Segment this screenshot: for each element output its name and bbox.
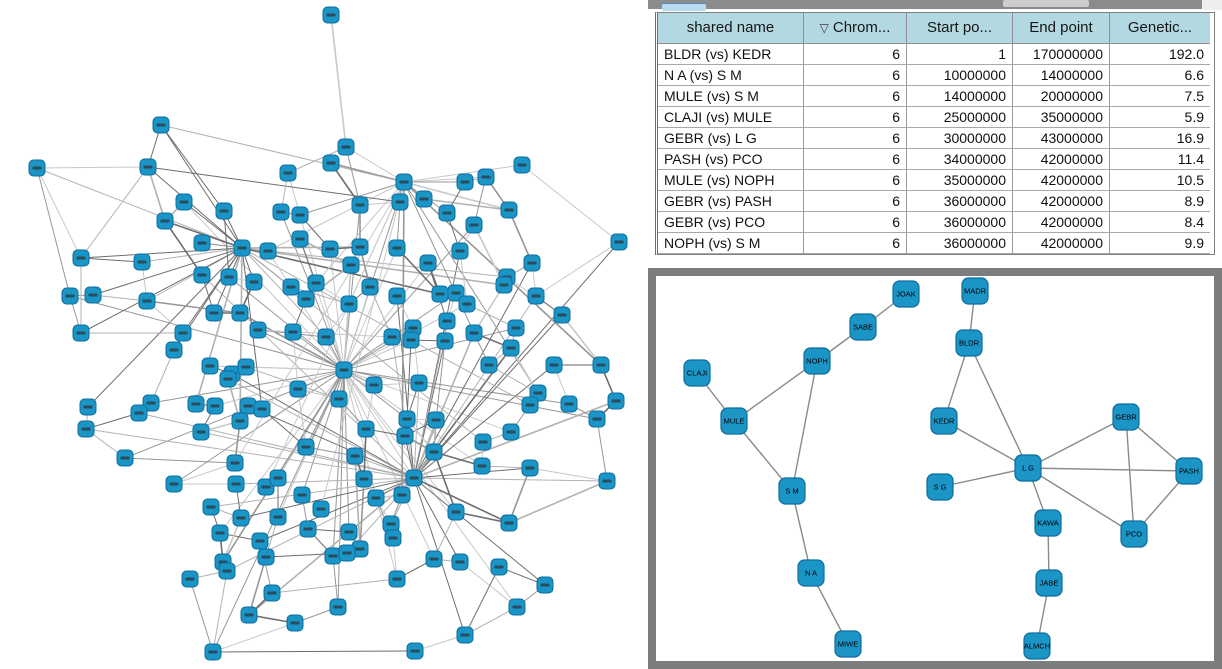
table-cell: 14000000: [1013, 65, 1110, 86]
node-label-smudge: [258, 408, 267, 411]
network-edge: [414, 478, 545, 585]
node-label-smudge: [84, 406, 93, 409]
table-cell: GEBR (vs) PASH: [658, 191, 804, 212]
table-cell: 6: [804, 170, 907, 191]
network-edge: [424, 199, 509, 210]
table-cell: 5.9: [1110, 107, 1210, 128]
node-label-smudge: [456, 250, 465, 253]
network-edge: [344, 340, 411, 370]
column-header-shared-name[interactable]: shared name: [658, 13, 804, 44]
table-cell: 35000000: [907, 170, 1013, 191]
node-label-smudge: [443, 320, 452, 323]
node-label-smudge: [370, 384, 379, 387]
network-edge: [414, 468, 530, 478]
network-edge: [792, 361, 817, 491]
network-edge: [240, 248, 242, 421]
table-row[interactable]: [658, 86, 1214, 107]
node-label-smudge: [274, 477, 283, 480]
node-label-smudge: [342, 146, 351, 149]
network-edge: [37, 167, 148, 168]
node-label: S G: [933, 482, 947, 492]
node-label-smudge: [528, 262, 537, 265]
node-label-smudge: [192, 403, 201, 406]
node-label-smudge: [470, 224, 479, 227]
node-label: MULE: [723, 416, 745, 426]
network-edge: [346, 147, 404, 182]
detail-network-background: [656, 276, 1214, 661]
network-edge: [969, 343, 1028, 468]
node-label-smudge: [223, 570, 232, 573]
node-label-smudge: [262, 486, 271, 489]
node-label-smudge: [206, 365, 215, 368]
node-label-smudge: [356, 246, 365, 249]
node-label-smudge: [362, 428, 371, 431]
table-cell: PASH (vs) PCO: [658, 149, 804, 170]
node-label-smudge: [232, 483, 241, 486]
table-cell: 6: [804, 149, 907, 170]
node-label-smudge: [518, 164, 527, 167]
node-label-smudge: [603, 480, 612, 483]
table-row[interactable]: [658, 107, 1214, 128]
network-edge: [246, 367, 344, 370]
node-label: ALMCH: [1023, 641, 1051, 651]
node-label-smudge: [411, 650, 420, 653]
node-label-smudge: [284, 172, 293, 175]
table-row[interactable]: [658, 44, 1214, 65]
node-label-smudge: [224, 378, 233, 381]
network-edge: [597, 419, 607, 481]
node-label: N A: [804, 568, 818, 578]
table-cell: CLAJI (vs) MULE: [658, 107, 804, 128]
node-label-smudge: [236, 312, 245, 315]
network-edge: [248, 406, 414, 478]
node-label-smudge: [463, 303, 472, 306]
table-body: [658, 44, 1214, 254]
network-edge: [465, 567, 499, 635]
table-cell: NOPH (vs) S M: [658, 233, 804, 254]
table-cell: 42000000: [1013, 212, 1110, 233]
node-label-smudge: [432, 419, 441, 422]
node-label-smudge: [415, 382, 424, 385]
node-label-smudge: [322, 336, 331, 339]
table-row[interactable]: [658, 233, 1214, 254]
node-label-smudge: [144, 166, 153, 169]
detail-network-canvas[interactable]: [656, 276, 1214, 661]
node-label-smudge: [209, 651, 218, 654]
table-header-row: [658, 13, 1214, 44]
node-label-smudge: [485, 364, 494, 367]
node-label-smudge: [211, 405, 220, 408]
table-cell: 8.9: [1110, 191, 1210, 212]
node-label-smudge: [298, 494, 307, 497]
node-label-smudge: [456, 561, 465, 564]
node-label-smudge: [526, 404, 535, 407]
node-label-smudge: [360, 478, 369, 481]
node-label-smudge: [268, 592, 277, 595]
table-cell: 14000000: [907, 86, 1013, 107]
network-edge: [161, 125, 242, 248]
node-label-smudge: [615, 241, 624, 244]
node-label-smudge: [507, 347, 516, 350]
network-edge: [81, 258, 142, 262]
table-cell: 36000000: [907, 212, 1013, 233]
node-label: PASH: [1179, 466, 1199, 476]
node-label: MADR: [963, 286, 987, 296]
node-label-smudge: [170, 349, 179, 352]
table-cell: 6: [804, 65, 907, 86]
node-label-smudge: [238, 247, 247, 250]
node-label-smudge: [180, 201, 189, 204]
table-cell: 36000000: [907, 233, 1013, 254]
node-label-smudge: [210, 312, 219, 315]
node-label-smudge: [317, 508, 326, 511]
node-label-smudge: [347, 264, 356, 267]
node-label-smudge: [302, 446, 311, 449]
node-label-smudge: [512, 327, 521, 330]
node-label: BLDR: [958, 338, 980, 348]
node-label-smudge: [505, 522, 514, 525]
node-label-smudge: [558, 314, 567, 317]
node-label-smudge: [274, 516, 283, 519]
node-label-smudge: [420, 198, 429, 201]
table-cell: MULE (vs) NOPH: [658, 170, 804, 191]
node-label-smudge: [326, 248, 335, 251]
table-cell: 34000000: [907, 149, 1013, 170]
node-label-smudge: [138, 261, 147, 264]
node-label-smudge: [461, 181, 470, 184]
node-label-smudge: [345, 531, 354, 534]
node-label-smudge: [393, 295, 402, 298]
node-label-smudge: [287, 286, 296, 289]
node-label-smudge: [302, 298, 311, 301]
table-cell: 11.4: [1110, 149, 1210, 170]
node-label-smudge: [161, 220, 170, 223]
node-label-smudge: [541, 584, 550, 587]
node-label-smudge: [507, 431, 516, 434]
detail-network-panel: [648, 268, 1222, 669]
node-label-smudge: [294, 388, 303, 391]
node-label-smudge: [157, 124, 166, 127]
node-label-smudge: [461, 634, 470, 637]
node-label-smudge: [77, 257, 86, 260]
column-header-genetic-distance[interactable]: Genetic...: [1110, 13, 1210, 44]
node-label-smudge: [356, 204, 365, 207]
node-label-smudge: [526, 467, 535, 470]
node-label-smudge: [198, 242, 207, 245]
table-cell: 192.0: [1110, 44, 1210, 65]
table-cell: 6: [804, 128, 907, 149]
node-label-smudge: [532, 295, 541, 298]
network-edge: [37, 168, 242, 248]
table-cell: 10000000: [907, 65, 1013, 86]
node-label-smudge: [289, 331, 298, 334]
table-cell: 1: [907, 44, 1013, 65]
table-row[interactable]: [658, 149, 1214, 170]
edge-attribute-table: [655, 12, 1215, 255]
table-cell: 42000000: [1013, 149, 1110, 170]
table-cell: 8.4: [1110, 212, 1210, 233]
node-label-smudge: [237, 517, 246, 520]
network-edge: [213, 651, 415, 652]
node-label-smudge: [366, 286, 375, 289]
table-cell: 7.5: [1110, 86, 1210, 107]
node-label-smudge: [329, 555, 338, 558]
network-edge: [213, 571, 227, 652]
node-label-smudge: [351, 455, 360, 458]
node-label-smudge: [534, 392, 543, 395]
node-label-smudge: [197, 431, 206, 434]
node-label-smudge: [236, 420, 245, 423]
node-label-smudge: [220, 210, 229, 213]
node-label-smudge: [597, 364, 606, 367]
network-edge: [293, 332, 298, 389]
table-cell: 25000000: [907, 107, 1013, 128]
node-label-smudge: [296, 214, 305, 217]
node-label-smudge: [345, 303, 354, 306]
network-edge: [346, 147, 360, 205]
node-label-smudge: [565, 403, 574, 406]
node-label: NOPH: [806, 356, 828, 366]
node-label-smudge: [207, 506, 216, 509]
node-label-smudge: [424, 262, 433, 265]
node-label-smudge: [389, 537, 398, 540]
node-label-smudge: [396, 201, 405, 204]
network-edge: [509, 481, 607, 523]
node-label-smudge: [262, 556, 271, 559]
table-cell: 6: [804, 44, 907, 65]
network-edge: [190, 579, 213, 652]
network-edge: [81, 167, 148, 258]
table-row[interactable]: [658, 128, 1214, 149]
node-label-smudge: [441, 340, 450, 343]
table-cell: 16.9: [1110, 128, 1210, 149]
network-edge: [174, 463, 235, 484]
node-label-smudge: [403, 418, 412, 421]
network-edge: [184, 202, 242, 248]
node-label-smudge: [143, 300, 152, 303]
network-edge: [81, 248, 242, 258]
node-label-smudge: [335, 398, 344, 401]
network-edge: [125, 458, 235, 463]
node-label-smudge: [242, 366, 251, 369]
node-label: JOAK: [896, 289, 916, 299]
table-cell: 6: [804, 233, 907, 254]
node-label: PCO: [1125, 529, 1143, 539]
table-cell: GEBR (vs) PCO: [658, 212, 804, 233]
node-label-smudge: [334, 606, 343, 609]
table-cell: 35000000: [1013, 107, 1110, 128]
node-label-smudge: [82, 428, 91, 431]
table-cell: 170000000: [1013, 44, 1110, 65]
node-label: KEDR: [933, 416, 955, 426]
node-label-smudge: [225, 276, 234, 279]
node-label-smudge: [256, 540, 265, 543]
node-label-smudge: [452, 292, 461, 295]
table-cell: 6: [804, 191, 907, 212]
node-label-smudge: [409, 327, 418, 330]
horizontal-scrollbar-thumb[interactable]: [662, 3, 706, 11]
node-label: KAWA: [1037, 518, 1059, 528]
node-label: GEBR: [1115, 412, 1137, 422]
node-label-smudge: [436, 293, 445, 296]
node-label-smudge: [312, 282, 321, 285]
table-cell: 30000000: [907, 128, 1013, 149]
node-label: S M: [785, 486, 799, 496]
node-label-smudge: [550, 364, 559, 367]
table-cell: MULE (vs) S M: [658, 86, 804, 107]
table-row[interactable]: [658, 170, 1214, 191]
node-label-smudge: [327, 14, 336, 17]
network-edge: [213, 623, 295, 652]
node-label-smudge: [147, 402, 156, 405]
node-label-smudge: [430, 558, 439, 561]
node-label-smudge: [400, 181, 409, 184]
node-label-smudge: [393, 247, 402, 250]
node-label-smudge: [407, 339, 416, 342]
node-label-smudge: [495, 566, 504, 569]
table-row[interactable]: [658, 212, 1214, 233]
network-edge: [536, 242, 619, 296]
horizontal-scrollbar-track[interactable]: [648, 0, 1222, 9]
scrollbar-segment: [1003, 0, 1089, 7]
node-label-smudge: [500, 284, 509, 287]
node-label-smudge: [135, 412, 144, 415]
network-edge: [530, 468, 607, 481]
network-edge: [1028, 468, 1189, 471]
node-label-smudge: [479, 441, 488, 444]
table-cell: BLDR (vs) KEDR: [658, 44, 804, 65]
node-label-smudge: [387, 523, 396, 526]
network-edge: [37, 168, 70, 296]
node-label-smudge: [593, 418, 602, 421]
filter-icon[interactable]: ▽: [819, 21, 829, 35]
table-cell: 20000000: [1013, 86, 1110, 107]
column-header-end-point[interactable]: End point: [1013, 13, 1110, 44]
node-label-smudge: [401, 435, 410, 438]
table-cell: 6: [804, 107, 907, 128]
node-label-smudge: [179, 332, 188, 335]
node-label-smudge: [327, 162, 336, 165]
node-label-smudge: [250, 281, 259, 284]
node-label-smudge: [372, 497, 381, 500]
node-label: CLAJI: [686, 368, 708, 378]
node-label-smudge: [393, 578, 402, 581]
node-label-smudge: [216, 532, 225, 535]
node-label-smudge: [410, 477, 419, 480]
node-label-smudge: [398, 494, 407, 497]
node-label-smudge: [452, 511, 461, 514]
network-edge: [1028, 417, 1126, 468]
node-label-smudge: [388, 336, 397, 339]
table-cell: 42000000: [1013, 170, 1110, 191]
node-label-smudge: [513, 606, 522, 609]
table-cell: GEBR (vs) L G: [658, 128, 804, 149]
network-edge: [360, 479, 364, 549]
node-label: L G: [1022, 463, 1034, 473]
node-label: JABE: [1039, 578, 1059, 588]
table-panel-chrome: [648, 0, 1222, 12]
node-label-smudge: [89, 294, 98, 297]
table-row[interactable]: [658, 65, 1214, 86]
table-cell: 10.5: [1110, 170, 1210, 191]
node-label-smudge: [231, 462, 240, 465]
node-label-smudge: [340, 369, 349, 372]
node-label-smudge: [186, 578, 195, 581]
node-label: MIWE: [837, 639, 859, 649]
node-label-smudge: [121, 457, 130, 460]
network-edge: [1126, 417, 1134, 534]
table-cell: 42000000: [1013, 233, 1110, 254]
network-edge: [522, 165, 619, 242]
node-label-smudge: [77, 332, 86, 335]
node-label-smudge: [244, 405, 253, 408]
table-cell: 6: [804, 212, 907, 233]
node-label-smudge: [470, 332, 479, 335]
node-label-smudge: [356, 548, 365, 551]
network-edge: [37, 168, 81, 258]
node-label-smudge: [291, 622, 300, 625]
node-label-smudge: [254, 329, 263, 332]
node-label-smudge: [198, 274, 207, 277]
network-edge: [414, 333, 474, 478]
table-cell: 6: [804, 86, 907, 107]
node-label-smudge: [343, 552, 352, 555]
node-label-smudge: [443, 212, 452, 215]
node-label-smudge: [245, 614, 254, 617]
node-label-smudge: [170, 483, 179, 486]
scrollbar-corner: [1202, 0, 1222, 10]
node-label-smudge: [66, 295, 75, 298]
table-cell: 9.9: [1110, 233, 1210, 254]
node-label-smudge: [296, 238, 305, 241]
column-header-start-position[interactable]: Start po...: [907, 13, 1013, 44]
node-label-smudge: [33, 167, 42, 170]
node-label-smudge: [277, 211, 286, 214]
node-label-smudge: [478, 465, 487, 468]
node-label-smudge: [482, 176, 491, 179]
table-cell: N A (vs) S M: [658, 65, 804, 86]
table-cell: 43000000: [1013, 128, 1110, 149]
node-label-smudge: [612, 400, 621, 403]
table-row[interactable]: [658, 191, 1214, 212]
table-cell: 42000000: [1013, 191, 1110, 212]
node-label-smudge: [264, 250, 273, 253]
table-cell: 6.6: [1110, 65, 1210, 86]
column-header-chromosome[interactable]: ▽ Chrom...: [804, 13, 907, 44]
node-label-smudge: [430, 451, 439, 454]
table-cell: 36000000: [907, 191, 1013, 212]
network-edge: [331, 15, 346, 147]
node-label: SABE: [852, 322, 874, 332]
node-label-smudge: [505, 209, 514, 212]
node-label-smudge: [304, 528, 313, 531]
